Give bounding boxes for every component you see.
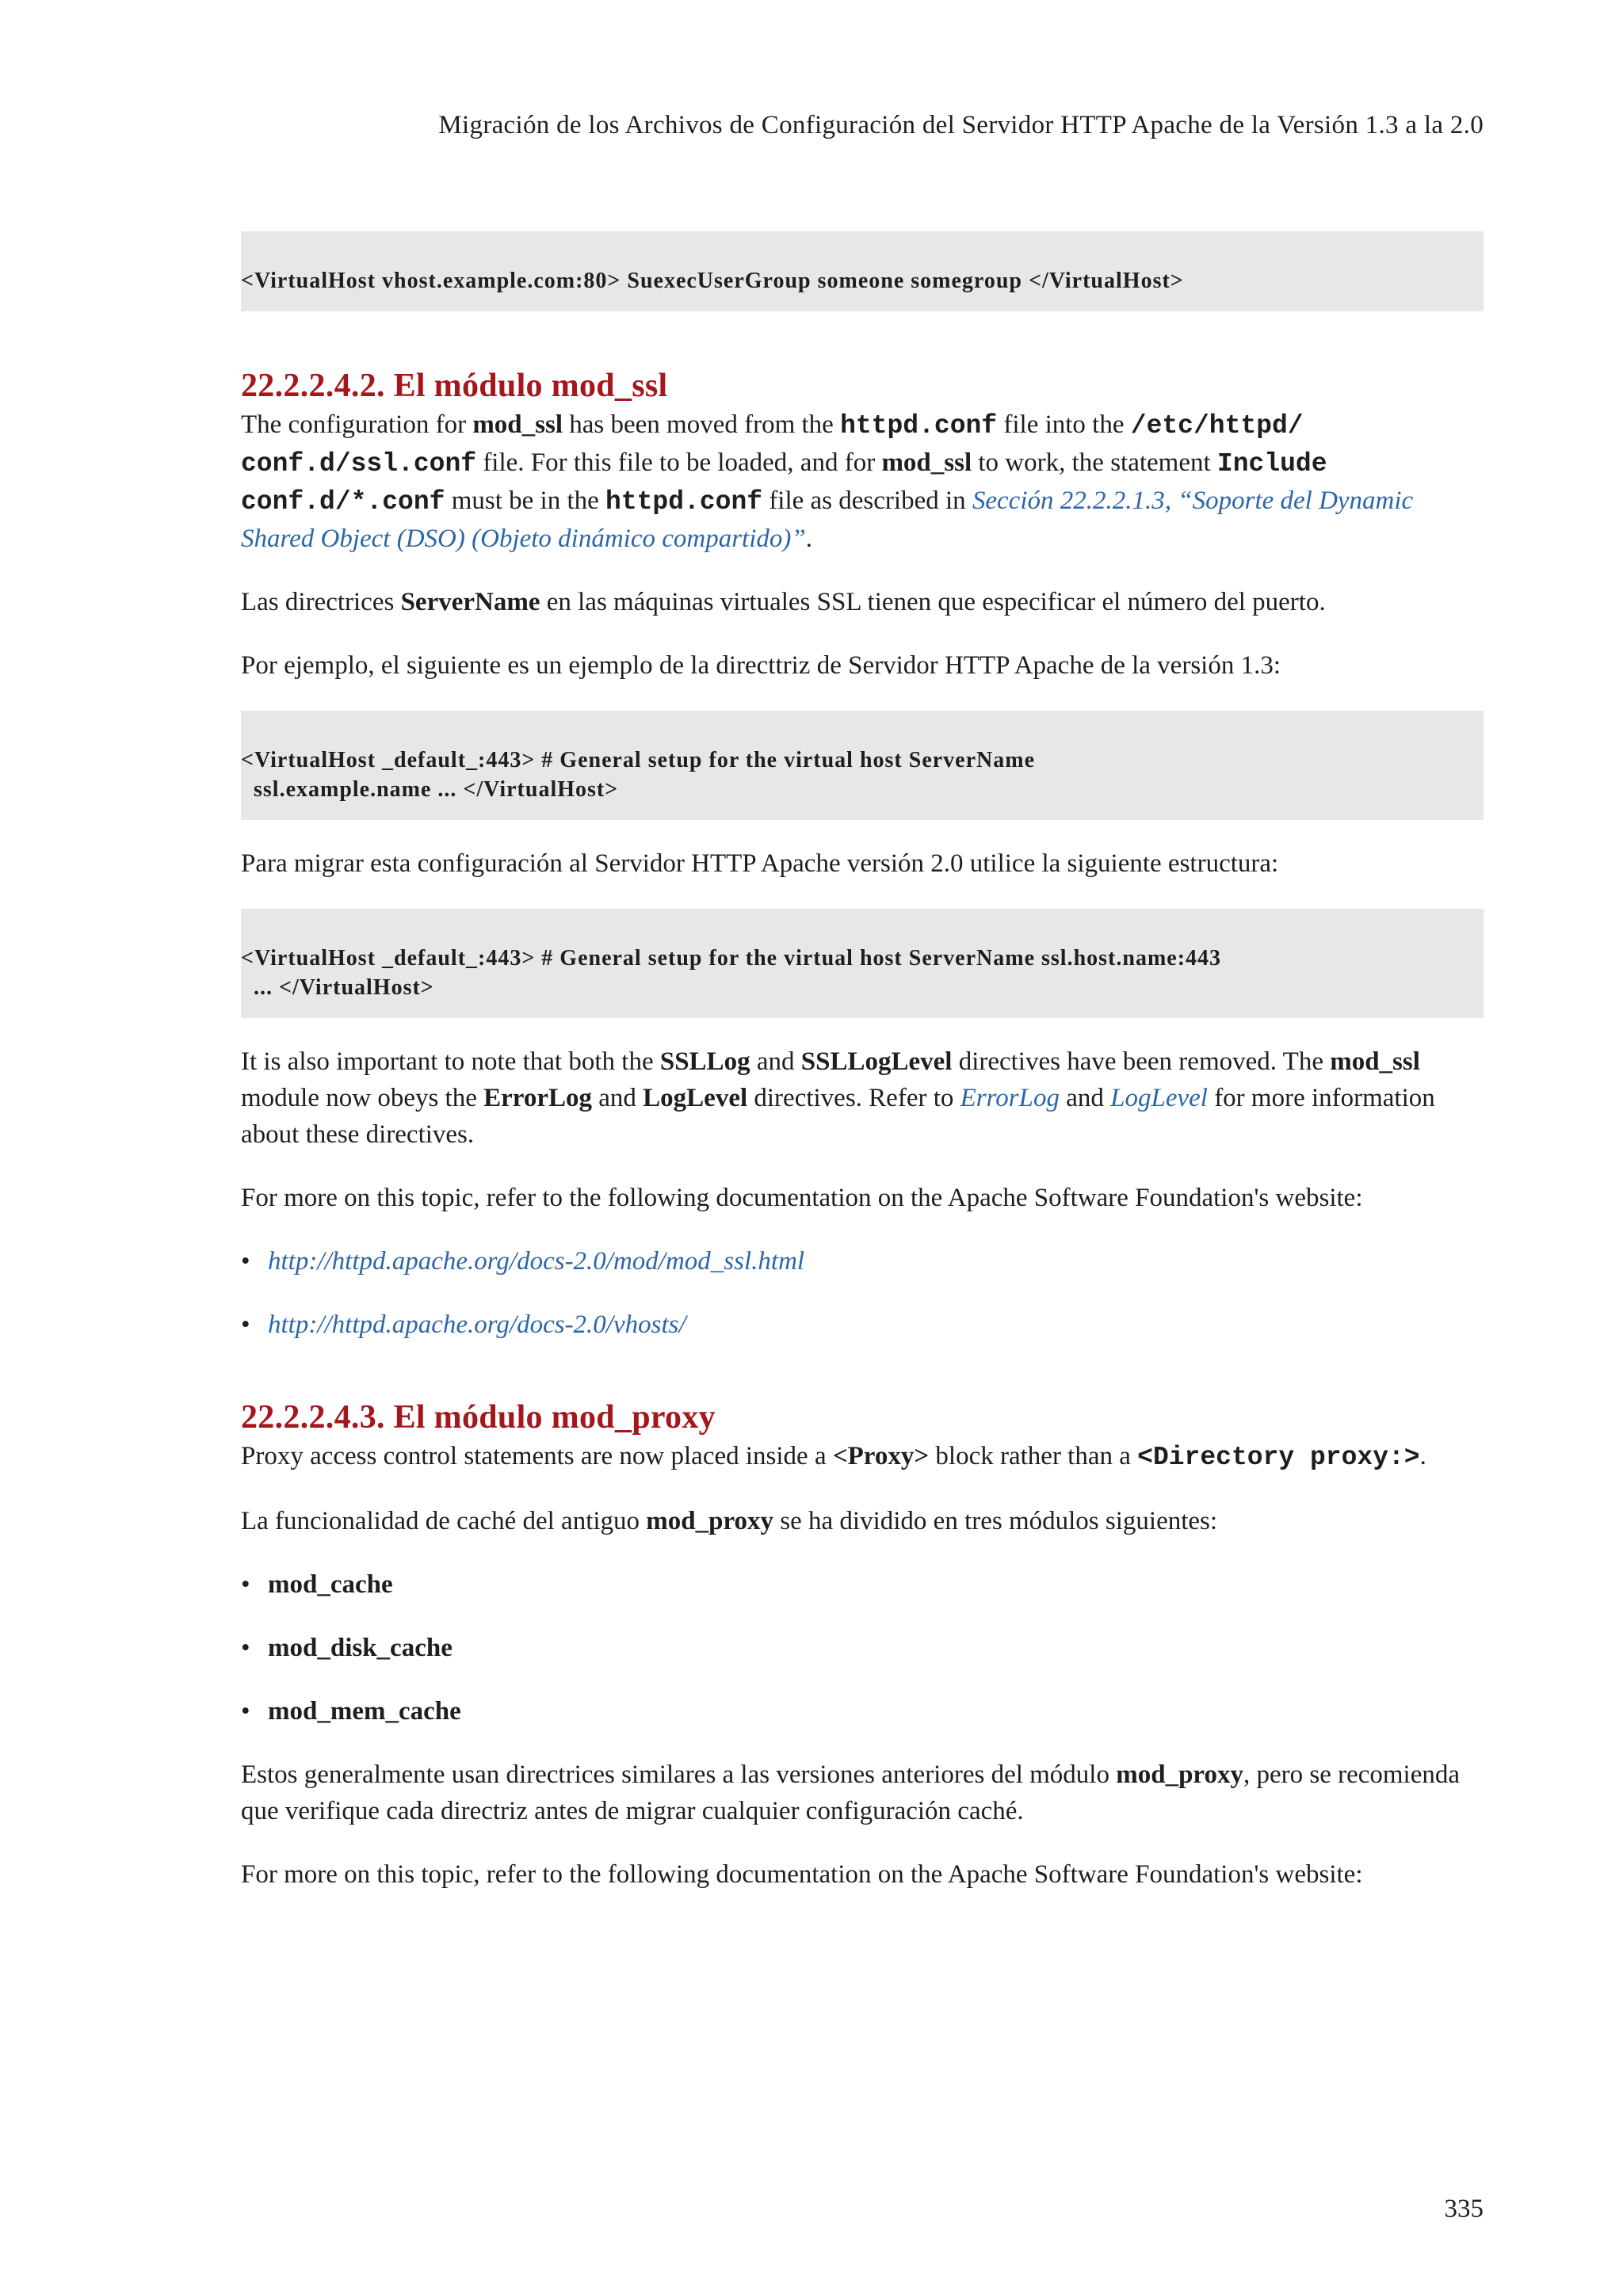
text: Las directrices xyxy=(241,588,401,616)
list-item xyxy=(241,1306,1484,1343)
text: file. For this file to be loaded, and for xyxy=(476,448,882,477)
term: mod_ssl xyxy=(881,448,972,477)
term: SSLLog xyxy=(659,1047,750,1076)
paragraph xyxy=(241,584,1484,620)
text: It is also important to note that both the xyxy=(241,1047,660,1076)
paragraph: Para migrar esta configuración al Servidor HTTP Apache versión 2.0 utilice la siguiente estructura: xyxy=(241,849,1279,878)
list-item xyxy=(241,1630,1484,1666)
paragraph xyxy=(241,1756,1484,1829)
module-name: mod_mem_cache xyxy=(268,1697,461,1726)
term: ServerName xyxy=(400,588,540,616)
term: <Proxy> xyxy=(832,1442,930,1470)
code-line: ssl.example.name ... </VirtualHost> xyxy=(254,777,619,802)
module-name: mod_disk_cache xyxy=(268,1634,453,1662)
text: en las máquinas virtuales SSL tienen que especificar el número del puerto. xyxy=(540,588,1326,616)
code-line: ... </VirtualHost> xyxy=(254,975,434,1000)
list-item xyxy=(241,1243,1484,1280)
paragraph xyxy=(241,1438,1484,1476)
text: directives have been removed. The xyxy=(952,1047,1331,1076)
text: and xyxy=(750,1047,801,1076)
term: mod_ssl xyxy=(472,410,563,439)
text: must be in the xyxy=(445,486,606,515)
text: Estos generalmente usan directrices similares a las versiones anteriores del módulo xyxy=(241,1760,1117,1789)
text: and xyxy=(592,1084,643,1112)
code-block-vhost xyxy=(241,231,1484,311)
filename: httpd.conf xyxy=(840,411,998,441)
text: . xyxy=(1419,1442,1426,1470)
text: . xyxy=(805,524,812,553)
command: Include conf.d/*.conf xyxy=(241,449,1327,517)
text: for more information about these directives. xyxy=(241,1084,1435,1149)
text: block rather than a xyxy=(929,1442,1138,1470)
text: file as described in xyxy=(762,486,972,515)
text: The configuration for xyxy=(241,410,473,439)
link-list xyxy=(241,1243,1484,1343)
text: Proxy access control statements are now placed inside a xyxy=(241,1442,833,1470)
term: mod_proxy xyxy=(646,1507,774,1535)
term: SSLLogLevel xyxy=(800,1047,953,1076)
text: and xyxy=(1059,1084,1111,1112)
code-line: <VirtualHost _default_:443> # General setup for the virtual host ServerName ssl.host.name:443 xyxy=(241,946,1222,971)
list-item xyxy=(241,1693,1484,1730)
section-heading-mod-proxy: 22.2.2.4.3. El módulo mod_proxy xyxy=(241,1399,716,1436)
paragraph: For more on this topic, refer to the following documentation on the Apache Software Foundation's website: xyxy=(241,1184,1363,1212)
code-block-v13 xyxy=(241,711,1484,820)
module-list xyxy=(241,1566,1484,1730)
term: mod_proxy xyxy=(1116,1760,1243,1789)
paragraph xyxy=(241,406,1484,557)
term: <Directory proxy:> xyxy=(1137,1443,1420,1472)
code-line: <VirtualHost _default_:443> # General setup for the virtual host ServerName xyxy=(241,748,1036,772)
page-content xyxy=(241,231,1484,1920)
text: module now obeys the xyxy=(241,1084,484,1112)
text: has been moved from the xyxy=(563,410,841,439)
text: directives. Refer to xyxy=(747,1084,960,1112)
module-name: mod_cache xyxy=(268,1570,393,1599)
running-header: Migración de los Archivos de Configuración del Servidor HTTP Apache de la Versión 1.3 a la 2.0 xyxy=(438,111,1484,139)
url-link[interactable]: http://httpd.apache.org/docs-2.0/mod/mod_ssl.html xyxy=(268,1247,805,1276)
text: file into the xyxy=(997,410,1131,439)
page-number: 335 xyxy=(1444,2195,1484,2223)
code-line: <VirtualHost vhost.example.com:80> SuexecUserGroup someone somegroup </VirtualHost> xyxy=(241,269,1184,293)
term: LogLevel xyxy=(643,1084,748,1112)
text: to work, the statement xyxy=(972,448,1217,477)
filename: httpd.conf xyxy=(605,487,763,517)
term: ErrorLog xyxy=(483,1084,592,1112)
section-heading-mod-ssl: 22.2.2.4.2. El módulo mod_ssl xyxy=(241,368,668,404)
paragraph: For more on this topic, refer to the following documentation on the Apache Software Foundation's website: xyxy=(241,1860,1363,1889)
paragraph xyxy=(241,1503,1484,1539)
paragraph: Por ejemplo, el siguiente es un ejemplo de la directtriz de Servidor HTTP Apache de la versión 1.3: xyxy=(241,651,1281,680)
text: La funcionalidad de caché del antiguo xyxy=(241,1507,647,1535)
filename: /etc/httpd/ conf.d/ssl.conf xyxy=(241,411,1304,479)
text: se ha dividido en tres módulos siguientes: xyxy=(773,1507,1218,1535)
url-link[interactable]: http://httpd.apache.org/docs-2.0/vhosts/ xyxy=(268,1310,686,1339)
term: mod_ssl xyxy=(1330,1047,1420,1076)
cross-reference-link[interactable]: Sección 22.2.2.1.3, “Soporte del Dynamic Shared Object (DSO) (Objeto dinámico compartido)” xyxy=(241,486,1414,553)
list-item xyxy=(241,1566,1484,1603)
paragraph xyxy=(241,1043,1484,1153)
text: , pero se recomienda que verifique cada directriz antes de migrar cualquier configuración caché. xyxy=(241,1760,1461,1825)
code-block-v20 xyxy=(241,909,1484,1018)
loglevel-link[interactable]: LogLevel xyxy=(1110,1084,1208,1112)
errorlog-link[interactable]: ErrorLog xyxy=(960,1084,1060,1112)
